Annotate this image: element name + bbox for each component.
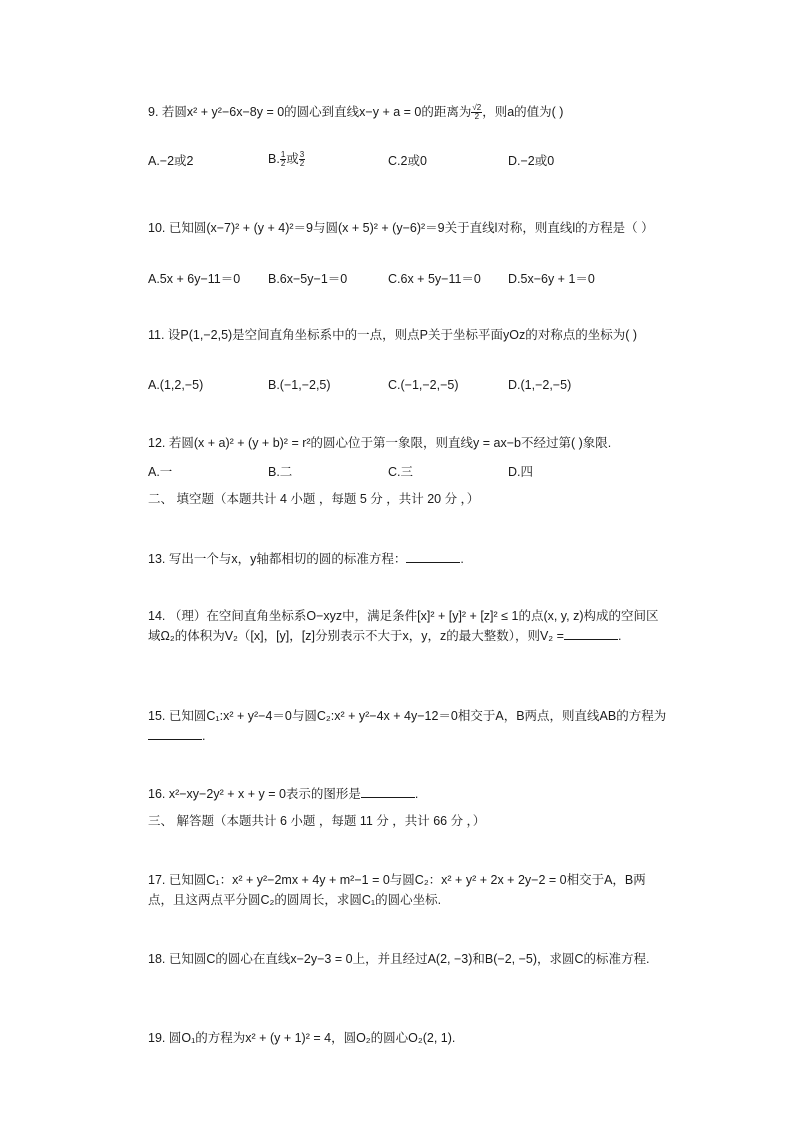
q10-option-b: B.6x−5y−1＝0 <box>268 272 348 286</box>
section-heading-fill-in: 二、 填空题（本题共计 4 小题 ，每题 5 分 ，共计 20 分 ，） <box>148 492 480 506</box>
question-14-stem: 14. （理）在空间直角坐标系O−xyz中，满足条件[x]² + [y]² + [z]² ≤ 1的点(x, y, z)构成的空间区域Ω₂的体积为V₂（[x]，[y]，[z]分别表示不大于x，y，z的最大整数），则V₂ = . <box>148 609 659 643</box>
question-19-stem: 19. 圆O₁的方程为x² + (y + 1)² = 4，圆O₂的圆心O₂(2, 1). <box>148 1031 456 1045</box>
q9-option-d: D.−2或0 <box>508 154 555 168</box>
q9-fraction: $\frac{√2}{2}$ <box>472 103 482 122</box>
question-11-stem: 11. 设P(1,−2,5)是空间直角坐标系中的一点，则点P关于坐标平面yOz的对称点的坐标为( ) <box>148 328 638 342</box>
q9-stem-text: 9. 若圆x² + y²−6x−8y = 0的圆心到直线x−y + a = 0的距离为 <box>148 105 472 119</box>
question-16-stem: 16. x²−xy−2y² + x + y = 0表示的图形是 . <box>148 787 419 801</box>
answer-blank-14[interactable] <box>564 627 618 640</box>
question-18-stem: 18. 已知圆C的圆心在直线x−2y−3 = 0上，并且经过A(2, −3)和B(−2, −5)，求圆C的标准方程. <box>148 952 650 966</box>
q9-option-c: C.2或0 <box>388 154 427 168</box>
q9-stem-tail: ，则a的值为( ) <box>482 105 564 119</box>
q11-option-c: C.(−1,−2,−5) <box>388 378 459 392</box>
q10-option-d: D.5x−6y + 1＝0 <box>508 272 595 286</box>
q10-option-c: C.6x + 5y−11＝0 <box>388 272 481 286</box>
q11-option-a: A.(1,2,−5) <box>148 378 204 392</box>
answer-blank-13[interactable] <box>406 550 460 563</box>
question-15-stem: 15. 已知圆C₁:x² + y²−4＝0与圆C₂:x² + y²−4x + 4y−12＝0相交于A，B两点，则直线AB的方程为. <box>148 709 667 743</box>
question-12-stem: 12. 若圆(x + a)² + (y + b)² = r²的圆心位于第一象限，则直线y = ax−b不经过第( )象限. <box>148 436 612 450</box>
question-10-stem: 10. 已知圆(x−7)² + (y + 4)²＝9与圆(x + 5)² + (y−6)²＝9关于直线l对称，则直线l的方程是（ ） <box>148 221 654 235</box>
q9-option-a: A.−2或2 <box>148 154 194 168</box>
q10-option-a: A.5x + 6y−11＝0 <box>148 272 241 286</box>
answer-blank-15[interactable] <box>148 727 202 740</box>
question-13-stem: 13. 写出一个与x，y轴都相切的圆的标准方程： . <box>148 552 464 566</box>
q12-option-c: C.三 <box>388 465 414 479</box>
question-9-stem <box>148 102 668 122</box>
q12-option-b: B.二 <box>268 465 293 479</box>
q9-option-b: B. $\frac{1}{2}$ 或 $\frac{3}{2}$ <box>268 150 305 169</box>
q11-option-b: B.(−1,−2,5) <box>268 378 331 392</box>
answer-blank-16[interactable] <box>361 785 415 798</box>
q11-option-d: D.(1,−2,−5) <box>508 378 572 392</box>
section-heading-solutions: 三、 解答题（本题共计 6 小题 ，每题 11 分 ，共计 66 分 ，） <box>148 814 486 828</box>
q12-option-d: D.四 <box>508 465 534 479</box>
question-17-stem: 17. 已知圆C₁：x² + y²−2mx + 4y + m²−1 = 0与圆C₂：x² + y² + 2x + 2y−2 = 0相交于A，B两点，且这两点平分圆C₂的圆周长，求圆C₁的圆心坐标. <box>148 873 646 907</box>
q12-option-a: A.一 <box>148 465 173 479</box>
